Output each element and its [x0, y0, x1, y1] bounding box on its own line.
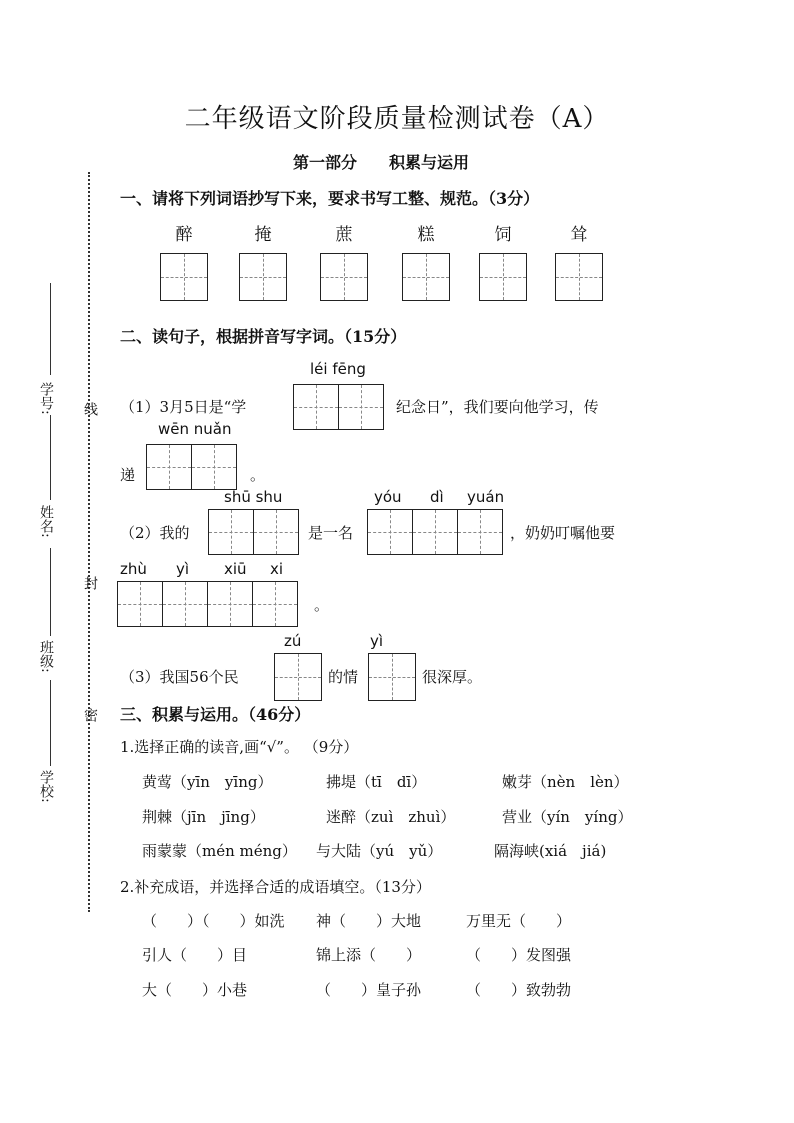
answer-grid-shu-shu[interactable]	[208, 509, 299, 555]
pinyin-di: dì	[430, 488, 444, 506]
pinyin-lei-feng: léi fēng	[310, 360, 366, 378]
q3-text-c: 很深厚。	[422, 668, 483, 686]
copy-box-3[interactable]	[320, 253, 368, 301]
copy-char-3: 蔗	[335, 225, 353, 245]
idiom-blank-2-3[interactable]: （ ）发图强	[466, 946, 572, 964]
school-label: 学校:	[38, 770, 54, 803]
q3-2-heading: 2.补充成语，并选择合适的成语填空。（13分）	[120, 878, 431, 896]
pinyin-xiu: xiū	[224, 560, 247, 578]
q1-text-c: 递	[120, 466, 136, 484]
copy-box-1[interactable]	[160, 253, 208, 301]
pinyin-you: yóu	[374, 488, 402, 506]
pinyin-zhu: zhù	[120, 560, 147, 578]
answer-grid-wen-nuan[interactable]	[146, 444, 237, 490]
section2-heading: 二、读句子，根据拼音写字词。（15分）	[120, 327, 407, 346]
pinyin-choice-2-3[interactable]: 营业（yín yíng）	[502, 808, 633, 826]
idiom-blank-3-2[interactable]: （ ）皇子孙	[316, 981, 422, 999]
pinyin-yuan: yuán	[467, 488, 505, 506]
q3-1-heading: 1.选择正确的读音,画“√”。 （9分）	[120, 738, 359, 756]
class-label: 班级:	[38, 640, 54, 673]
pinyin-xi: xi	[270, 560, 284, 578]
copy-box-2[interactable]	[239, 253, 287, 301]
copy-char-4: 糕	[417, 225, 435, 245]
q2-text-b: 是一名	[308, 524, 354, 542]
name-label: 姓名:	[38, 505, 54, 538]
class-line	[50, 548, 51, 636]
answer-grid-zu[interactable]	[274, 653, 322, 701]
pinyin-shu-shu: shū shu	[224, 488, 283, 506]
idiom-blank-1-2[interactable]: 神（ ）大地	[316, 912, 422, 930]
copy-char-6: 耸	[570, 225, 588, 245]
q2-text-c: ，奶奶叮嘱他要	[510, 524, 616, 542]
copy-box-5[interactable]	[479, 253, 527, 301]
pinyin-choice-2-1[interactable]: 荆棘（jīn jīng）	[142, 808, 265, 826]
pinyin-choice-1-2[interactable]: 拂堤（tī dī）	[326, 773, 427, 791]
section1-heading: 一、请将下列词语抄写下来，要求书写工整、规范。（3分）	[120, 189, 540, 208]
seal-char-mi: 密	[82, 708, 98, 722]
school-line	[50, 680, 51, 766]
answer-grid-zhu-yi-xiu-xi[interactable]	[117, 581, 298, 627]
name-line	[50, 415, 51, 500]
pinyin-choice-1-3[interactable]: 嫩芽（nèn lèn）	[502, 773, 629, 791]
copy-char-5: 饲	[494, 225, 512, 245]
student-number-label: 学号:	[38, 382, 54, 415]
seal-char-xian: 线	[82, 402, 98, 416]
idiom-blank-2-2[interactable]: 锦上添（ ）	[316, 946, 422, 964]
q1-text-d: 。	[250, 466, 266, 484]
pinyin-choice-2-2[interactable]: 迷醉（zuì zhuì）	[326, 808, 456, 826]
answer-grid-you-di-yuan[interactable]	[367, 509, 503, 555]
student-number-line	[50, 283, 51, 375]
copy-box-6[interactable]	[555, 253, 603, 301]
page-title: 二年级语文阶段质量检测试卷（A）	[184, 104, 610, 134]
seal-char-feng: 封	[82, 576, 98, 590]
pinyin-yi: yì	[176, 560, 190, 578]
q1-text-b: 纪念日”，我们要向他学习，传	[396, 398, 599, 416]
pinyin-choice-3-2[interactable]: 与大陆（yú yǔ）	[316, 842, 443, 860]
idiom-blank-1-1[interactable]: （ ）（ ）如洗	[142, 912, 285, 930]
idiom-blank-3-1[interactable]: 大（ ）小巷	[142, 981, 248, 999]
idiom-blank-3-3[interactable]: （ ）致勃勃	[466, 981, 572, 999]
copy-char-1: 醉	[175, 225, 193, 245]
pinyin-choice-3-1[interactable]: 雨蒙蒙（mén méng）	[142, 842, 297, 860]
q2-text-d: 。	[314, 596, 330, 614]
part-subtitle: 第一部分 积累与运用	[293, 153, 470, 172]
copy-char-2: 掩	[254, 225, 272, 245]
q1-text-a: （1）3月5日是“学	[120, 398, 247, 416]
copy-box-4[interactable]	[402, 253, 450, 301]
binding-dotted-line	[88, 172, 90, 912]
pinyin-choice-3-3[interactable]: 隔海峡(xiá jiá)	[494, 842, 607, 860]
answer-grid-yi[interactable]	[368, 653, 416, 701]
pinyin-choice-1-1[interactable]: 黄莺（yīn yīng）	[142, 773, 273, 791]
q2-text-a: （2）我的	[120, 524, 190, 542]
q3-text-b: 的情	[328, 668, 359, 686]
pinyin-yi-2: yì	[370, 632, 384, 650]
q3-text-a: （3）我国56个民	[120, 668, 239, 686]
pinyin-wen-nuan: wēn nuǎn	[158, 420, 232, 438]
pinyin-zu: zú	[284, 632, 302, 650]
answer-grid-lei-feng[interactable]	[293, 384, 384, 430]
idiom-blank-1-3[interactable]: 万里无（ ）	[466, 912, 572, 930]
idiom-blank-2-1[interactable]: 引人（ ）目	[142, 946, 248, 964]
section3-heading: 三、积累与运用。（46分）	[120, 705, 311, 724]
